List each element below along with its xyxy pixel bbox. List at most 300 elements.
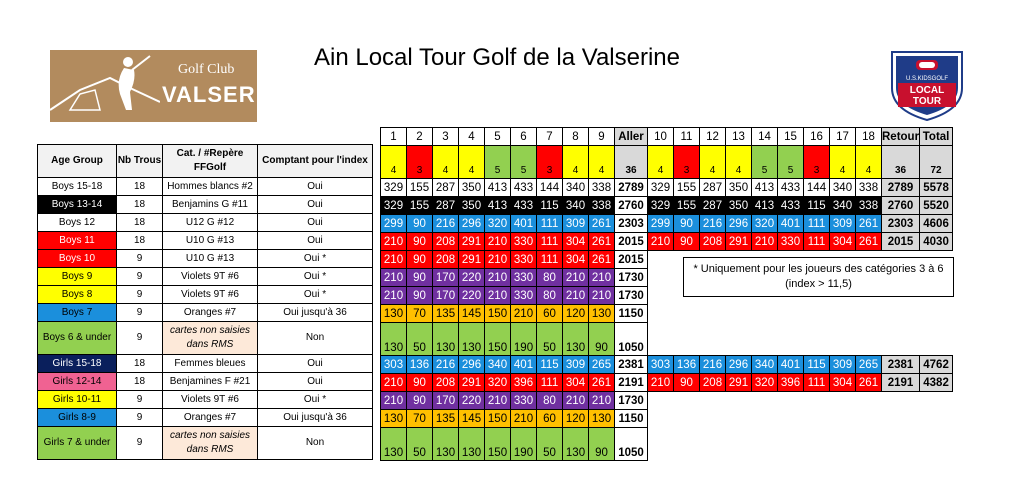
yardage-cell: 396 <box>511 374 537 392</box>
hole-number: 15 <box>778 128 804 146</box>
category-cell: Hommes blancs #2 <box>163 178 258 196</box>
yardage-row <box>381 356 953 374</box>
yardage-cell: 90 <box>407 287 433 305</box>
category-cell: Oranges #7 <box>163 409 258 427</box>
yardage-cell: 216 <box>433 356 459 374</box>
yardage-cell: 401 <box>511 356 537 374</box>
logo-line2: VALSERINE <box>162 82 296 107</box>
hole-number: 9 <box>589 128 615 146</box>
yardage-cell: 210 <box>485 287 511 305</box>
yardage-cell: 216 <box>700 215 726 233</box>
index-cell: Non <box>258 427 373 460</box>
yardage-cell: 210 <box>589 287 615 305</box>
yardage-cell: 135 <box>433 305 459 323</box>
grand-total-cell: 5578 <box>920 179 953 197</box>
yardage-cell: 90 <box>407 251 433 269</box>
yardage-cell: 155 <box>674 179 700 197</box>
age-group-row <box>38 286 373 304</box>
yardage-cell: 291 <box>726 233 752 251</box>
yardage-cell: 50 <box>537 323 563 356</box>
yardage-cell: 150 <box>485 323 511 356</box>
yardage-cell: 130 <box>589 305 615 323</box>
category-cell: Femmes bleues <box>163 355 258 373</box>
par-cell: 5 <box>778 146 804 179</box>
svg-text:LOCAL: LOCAL <box>909 85 945 96</box>
hole-number: 11 <box>674 128 700 146</box>
yardage-cell: 338 <box>589 179 615 197</box>
aller-label: Aller <box>615 128 648 146</box>
par-cell: 4 <box>856 146 882 179</box>
age-group-row <box>38 178 373 196</box>
nb-trous-cell: 9 <box>117 268 163 286</box>
yardage-cell: 70 <box>407 305 433 323</box>
age-group-row <box>38 322 373 355</box>
yardage-cell: 50 <box>537 428 563 461</box>
hole-number: 2 <box>407 128 433 146</box>
yardage-cell: 115 <box>804 197 830 215</box>
age-group-cell: Boys 11 <box>38 232 117 250</box>
nb-trous-cell: 9 <box>117 427 163 460</box>
yardage-cell: 210 <box>381 251 407 269</box>
empty-cell <box>648 323 953 356</box>
yardage-cell: 329 <box>381 197 407 215</box>
yardage-cell: 330 <box>511 392 537 410</box>
nb-trous-cell: 9 <box>117 286 163 304</box>
yardage-cell: 320 <box>752 215 778 233</box>
yardage-cell: 155 <box>407 197 433 215</box>
yardage-cell: 208 <box>700 233 726 251</box>
index-cell: Oui <box>258 232 373 250</box>
aller-total-cell: 2789 <box>615 179 648 197</box>
aller-total-cell: 1150 <box>615 305 648 323</box>
yardage-cell: 80 <box>537 269 563 287</box>
par-cell: 5 <box>511 146 537 179</box>
grand-total-cell: 5520 <box>920 197 953 215</box>
yardage-cell: 304 <box>563 233 589 251</box>
category-cell: Violets 9T #6 <box>163 391 258 409</box>
index-cell: Oui <box>258 214 373 232</box>
retour-total-cell: 2303 <box>882 215 920 233</box>
yardage-row <box>381 197 953 215</box>
age-group-table <box>37 144 373 460</box>
yardage-cell: 350 <box>726 197 752 215</box>
yardage-cell: 340 <box>485 356 511 374</box>
yardage-cell: 80 <box>537 287 563 305</box>
yardage-cell: 413 <box>752 179 778 197</box>
yardage-cell: 210 <box>752 233 778 251</box>
par-cell: 4 <box>589 146 615 179</box>
yardage-cell: 309 <box>563 215 589 233</box>
yardage-cell: 261 <box>589 215 615 233</box>
yardage-cell: 220 <box>459 287 485 305</box>
yardage-cell: 210 <box>563 392 589 410</box>
yardage-cell: 111 <box>804 233 830 251</box>
yardage-cell: 50 <box>407 428 433 461</box>
par-cell: 4 <box>433 146 459 179</box>
yardage-cell: 287 <box>700 179 726 197</box>
yardage-cell: 291 <box>459 251 485 269</box>
aller-total-cell: 1730 <box>615 392 648 410</box>
golf-club-valserine-logo <box>50 50 296 122</box>
index-cell: Oui * <box>258 250 373 268</box>
yardage-cell: 265 <box>589 356 615 374</box>
yardage-cell: 330 <box>511 233 537 251</box>
yardage-row <box>381 305 953 323</box>
yardage-cell: 304 <box>830 374 856 392</box>
category-cell: Benjamins G #11 <box>163 196 258 214</box>
age-group-row <box>38 427 373 460</box>
yardage-cell: 291 <box>459 374 485 392</box>
yardage-cell: 338 <box>856 197 882 215</box>
yardage-cell: 145 <box>459 410 485 428</box>
yardage-cell: 340 <box>563 179 589 197</box>
yardage-cell: 111 <box>804 215 830 233</box>
yardage-cell: 309 <box>563 356 589 374</box>
yardage-cell: 170 <box>433 392 459 410</box>
yardage-cell: 261 <box>856 233 882 251</box>
yardage-cell: 120 <box>563 305 589 323</box>
yardage-cell: 90 <box>674 233 700 251</box>
hole-number: 17 <box>830 128 856 146</box>
age-group-cell: Boys 12 <box>38 214 117 232</box>
category-cell: Violets 9T #6 <box>163 286 258 304</box>
aller-total-cell: 1730 <box>615 287 648 305</box>
yardage-cell: 299 <box>648 215 674 233</box>
yardage-cell: 401 <box>778 356 804 374</box>
yardage-cell: 433 <box>778 179 804 197</box>
age-group-row <box>38 250 373 268</box>
yardage-cell: 130 <box>563 323 589 356</box>
yardage-row <box>381 428 953 461</box>
nb-trous-cell: 18 <box>117 214 163 232</box>
age-group-cell: Boys 13-14 <box>38 196 117 214</box>
hole-number: 5 <box>485 128 511 146</box>
nb-trous-cell: 18 <box>117 355 163 373</box>
yardage-cell: 220 <box>459 392 485 410</box>
yardage-cell: 329 <box>648 179 674 197</box>
yardage-cell: 287 <box>433 179 459 197</box>
par-cell: 3 <box>537 146 563 179</box>
yardage-cell: 50 <box>407 323 433 356</box>
par-cell: 3 <box>407 146 433 179</box>
yardage-cell: 90 <box>407 374 433 392</box>
yardage-cell: 130 <box>589 410 615 428</box>
yardage-cell: 208 <box>433 233 459 251</box>
par-row <box>381 146 953 179</box>
retour-total-cell: 2789 <box>882 179 920 197</box>
yardage-cell: 210 <box>381 287 407 305</box>
yardage-cell: 350 <box>726 179 752 197</box>
retour-label: Retour <box>882 128 920 146</box>
aller-total-cell: 2191 <box>615 374 648 392</box>
nb-trous-cell: 18 <box>117 373 163 391</box>
yardage-cell: 220 <box>459 269 485 287</box>
yardage-cell: 90 <box>407 215 433 233</box>
yardage-cell: 299 <box>381 215 407 233</box>
yardage-cell: 130 <box>459 428 485 461</box>
age-group-cell: Boys 7 <box>38 304 117 322</box>
grand-total-cell: 4382 <box>920 374 953 392</box>
yardage-cell: 115 <box>804 356 830 374</box>
yardage-cell: 111 <box>537 374 563 392</box>
yardage-cell: 304 <box>563 251 589 269</box>
yardage-cell: 210 <box>485 269 511 287</box>
age-group-row <box>38 355 373 373</box>
yardage-cell: 111 <box>537 233 563 251</box>
age-group-cell: Boys 9 <box>38 268 117 286</box>
yardage-cell: 330 <box>511 251 537 269</box>
empty-cell <box>648 392 953 410</box>
header-category: Cat. / #Repère FFGolf <box>163 145 258 178</box>
aller-total-cell: 2303 <box>615 215 648 233</box>
hole-number: 1 <box>381 128 407 146</box>
age-group-cell: Boys 10 <box>38 250 117 268</box>
yardage-cell: 304 <box>830 233 856 251</box>
yardage-cell: 296 <box>459 356 485 374</box>
age-group-cell: Girls 8-9 <box>38 409 117 427</box>
yardage-cell: 287 <box>700 197 726 215</box>
yardage-cell: 296 <box>726 356 752 374</box>
index-cell: Oui <box>258 196 373 214</box>
age-group-cell: Boys 8 <box>38 286 117 304</box>
category-cell: U10 G #13 <box>163 232 258 250</box>
aller-total-cell: 1150 <box>615 410 648 428</box>
aller-total-cell: 1730 <box>615 269 648 287</box>
yardage-cell: 291 <box>726 374 752 392</box>
yardage-cell: 130 <box>433 323 459 356</box>
yardage-cell: 320 <box>485 374 511 392</box>
nb-trous-cell: 9 <box>117 409 163 427</box>
yardage-cell: 261 <box>589 251 615 269</box>
age-group-row <box>38 304 373 322</box>
age-group-cell: Boys 6 & under <box>38 322 117 355</box>
par-cell: 4 <box>648 146 674 179</box>
age-group-row <box>38 232 373 250</box>
index-cell: Oui * <box>258 391 373 409</box>
yardage-cell: 210 <box>589 392 615 410</box>
par-cell: 4 <box>381 146 407 179</box>
yardage-row <box>381 233 953 251</box>
svg-text:TOUR: TOUR <box>912 96 942 107</box>
age-group-cell: Girls 15-18 <box>38 355 117 373</box>
hole-number: 14 <box>752 128 778 146</box>
yardage-cell: 340 <box>830 179 856 197</box>
yardage-cell: 210 <box>563 269 589 287</box>
age-group-row <box>38 373 373 391</box>
yardage-cell: 330 <box>511 287 537 305</box>
yardage-cell: 190 <box>511 428 537 461</box>
yardage-cell: 396 <box>778 374 804 392</box>
yardage-cell: 70 <box>407 410 433 428</box>
us-kids-golf-local-tour-logo <box>888 48 966 122</box>
yardage-cell: 210 <box>485 392 511 410</box>
nb-trous-cell: 18 <box>117 232 163 250</box>
hole-number: 8 <box>563 128 589 146</box>
yardage-row <box>381 215 953 233</box>
yardage-cell: 90 <box>589 323 615 356</box>
par-cell: 4 <box>726 146 752 179</box>
yardage-cell: 111 <box>537 251 563 269</box>
yardage-cell: 150 <box>485 428 511 461</box>
hole-number: 12 <box>700 128 726 146</box>
yardage-cell: 130 <box>459 323 485 356</box>
hole-number: 13 <box>726 128 752 146</box>
yardage-cell: 60 <box>537 410 563 428</box>
yardage-cell: 210 <box>381 269 407 287</box>
yardage-cell: 144 <box>804 179 830 197</box>
par-cell: 4 <box>830 146 856 179</box>
index-cell: Oui * <box>258 286 373 304</box>
yardage-cell: 130 <box>381 410 407 428</box>
category-cell: Oranges #7 <box>163 304 258 322</box>
yardage-cell: 111 <box>537 215 563 233</box>
category-cell: U10 G #13 <box>163 250 258 268</box>
yardage-cell: 90 <box>674 374 700 392</box>
yardage-cell: 155 <box>674 197 700 215</box>
yardage-cell: 401 <box>511 215 537 233</box>
hole-number: 10 <box>648 128 674 146</box>
yardage-cell: 329 <box>648 197 674 215</box>
yardage-cell: 340 <box>830 197 856 215</box>
yardage-cell: 210 <box>381 374 407 392</box>
yardage-row <box>381 410 953 428</box>
yardage-cell: 130 <box>381 305 407 323</box>
yardage-cell: 338 <box>856 179 882 197</box>
yardage-cell: 145 <box>459 305 485 323</box>
yardage-cell: 261 <box>856 215 882 233</box>
yardage-cell: 330 <box>778 233 804 251</box>
index-cell: Oui <box>258 355 373 373</box>
yardage-cell: 190 <box>511 323 537 356</box>
retour-total-cell: 2015 <box>882 233 920 251</box>
yardage-cell: 320 <box>752 374 778 392</box>
footnote-box: * Uniquement pour les joueurs des catégories 3 à 6 (index > 11,5) <box>683 257 954 297</box>
yardage-cell: 155 <box>407 179 433 197</box>
age-group-row <box>38 196 373 214</box>
retour-total-cell: 2191 <box>882 374 920 392</box>
index-cell: Oui jusqu'à 36 <box>258 409 373 427</box>
yardage-cell: 304 <box>563 374 589 392</box>
yardage-cell: 210 <box>511 410 537 428</box>
yardage-cell: 115 <box>537 356 563 374</box>
yardage-cell: 210 <box>381 392 407 410</box>
yardage-cell: 261 <box>589 374 615 392</box>
yardage-cell: 130 <box>381 428 407 461</box>
yardage-cell: 265 <box>856 356 882 374</box>
age-group-row <box>38 268 373 286</box>
index-cell: Non <box>258 322 373 355</box>
category-cell: U12 G #12 <box>163 214 258 232</box>
yardage-cell: 80 <box>537 392 563 410</box>
grand-total-cell: 4606 <box>920 215 953 233</box>
yardage-cell: 130 <box>563 428 589 461</box>
retour-par: 36 <box>882 146 920 179</box>
yardage-cell: 216 <box>700 356 726 374</box>
header-nb-trous: Nb Trous <box>117 145 163 178</box>
yardage-cell: 150 <box>485 410 511 428</box>
yardage-cell: 413 <box>485 197 511 215</box>
par-cell: 4 <box>563 146 589 179</box>
empty-cell <box>648 410 953 428</box>
yardage-cell: 338 <box>589 197 615 215</box>
yardage-cell: 350 <box>459 197 485 215</box>
par-cell: 3 <box>674 146 700 179</box>
logo-line1: Golf Club <box>178 62 235 77</box>
hole-number: 16 <box>804 128 830 146</box>
yardage-cell: 296 <box>726 215 752 233</box>
yardage-row <box>381 323 953 356</box>
yardage-cell: 303 <box>648 356 674 374</box>
age-group-row <box>38 391 373 409</box>
yardage-cell: 90 <box>674 215 700 233</box>
age-group-cell: Girls 7 & under <box>38 427 117 460</box>
yardage-cell: 115 <box>537 197 563 215</box>
hole-number: 18 <box>856 128 882 146</box>
aller-total-cell: 2381 <box>615 356 648 374</box>
nb-trous-cell: 9 <box>117 250 163 268</box>
retour-total-cell: 2381 <box>882 356 920 374</box>
yardage-cell: 210 <box>648 374 674 392</box>
yardage-cell: 170 <box>433 269 459 287</box>
yardage-cell: 111 <box>804 374 830 392</box>
yardage-cell: 210 <box>511 305 537 323</box>
yardage-cell: 150 <box>485 305 511 323</box>
header-index: Comptant pour l'index <box>258 145 373 178</box>
age-group-row <box>38 409 373 427</box>
yardage-cell: 413 <box>485 179 511 197</box>
age-group-row <box>38 214 373 232</box>
yardage-cell: 60 <box>537 305 563 323</box>
yardage-cell: 210 <box>589 269 615 287</box>
yardage-cell: 170 <box>433 287 459 305</box>
yardage-cell: 208 <box>433 251 459 269</box>
yardage-cell: 210 <box>563 287 589 305</box>
yardage-cell: 340 <box>563 197 589 215</box>
yardage-cell: 303 <box>381 356 407 374</box>
yardage-cell: 210 <box>485 251 511 269</box>
index-cell: Oui jusqu'à 36 <box>258 304 373 322</box>
grand-total-cell: 4030 <box>920 233 953 251</box>
index-cell: Oui <box>258 178 373 196</box>
yardage-cell: 291 <box>459 233 485 251</box>
total-par: 72 <box>920 146 953 179</box>
yardage-row <box>381 374 953 392</box>
yardage-cell: 136 <box>674 356 700 374</box>
aller-total-cell: 2760 <box>615 197 648 215</box>
yardage-cell: 210 <box>485 233 511 251</box>
grand-total-cell: 4762 <box>920 356 953 374</box>
yardage-cell: 287 <box>433 197 459 215</box>
aller-total-cell: 2015 <box>615 233 648 251</box>
hole-number: 3 <box>433 128 459 146</box>
yardage-cell: 433 <box>511 197 537 215</box>
yardage-cell: 135 <box>433 410 459 428</box>
yardage-cell: 90 <box>407 392 433 410</box>
age-group-cell: Boys 15-18 <box>38 178 117 196</box>
yardage-cell: 130 <box>433 428 459 461</box>
aller-total-cell: 2015 <box>615 251 648 269</box>
nb-trous-cell: 9 <box>117 391 163 409</box>
category-cell: cartes non saisies dans RMS <box>163 427 258 460</box>
header-row <box>38 145 373 178</box>
yardage-row <box>381 179 953 197</box>
total-label: Total <box>920 128 953 146</box>
category-cell: Benjamines F #21 <box>163 373 258 391</box>
yardage-cell: 90 <box>407 269 433 287</box>
category-cell: cartes non saisies dans RMS <box>163 322 258 355</box>
age-group-cell: Girls 12-14 <box>38 373 117 391</box>
yardage-cell: 261 <box>589 233 615 251</box>
